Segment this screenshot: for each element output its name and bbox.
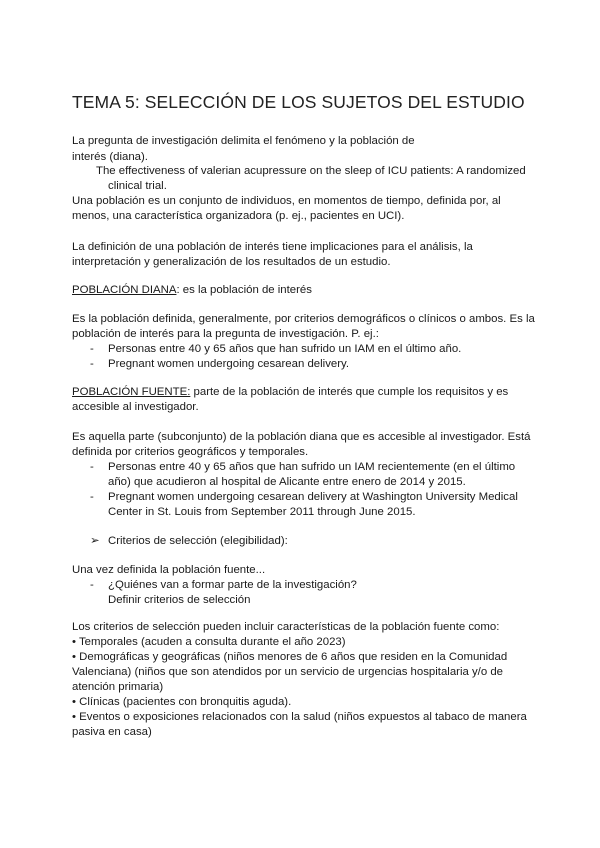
diana-bullet-1: Personas entre 40 y 65 años que han sufrido un IAM en el último año.	[108, 343, 462, 355]
diana-bullet-2: Pregnant women undergoing cesarean delivery.	[108, 358, 350, 370]
fuente-heading-line-2: accesible al investigador.	[72, 401, 199, 413]
bullet-dash: -	[90, 579, 94, 591]
intro-line-1: La pregunta de investigación delimita el fenómeno y la población de	[72, 135, 415, 147]
defined-line-1: Una vez definida la población fuente...	[72, 564, 266, 576]
diana-heading-label: POBLACIÓN DIANA	[72, 284, 177, 296]
example-line-1: The effectiveness of valerian acupressure on the sleep of ICU patients: A randomized	[96, 165, 526, 177]
fuente-line-1: Es aquella parte (subconjunto) de la población diana que es accesible al investigador. Está	[72, 431, 531, 443]
fuente-bullet-2-line-2: Center in St. Louis from September 2011 through June 2015.	[108, 506, 416, 518]
bullet-dash: -	[90, 358, 94, 370]
criteria-item: pasiva en casa)	[72, 726, 152, 738]
criteria-item: atención primaria)	[72, 681, 164, 693]
example-line-2: clinical trial.	[108, 180, 167, 192]
fuente-heading-label: POBLACIÓN FUENTE:	[72, 386, 191, 398]
bullet-dash: -	[90, 343, 94, 355]
definition-line-1: Una población es un conjunto de individuos, en momentos de tiempo, definida por, al	[72, 195, 501, 207]
criteria-item: • Eventos o exposiciones relacionados con la salud (niños expuestos al tabaco de manera	[72, 711, 527, 723]
bullet-dash: -	[90, 461, 94, 473]
arrow-item-criteria: Criterios de selección (elegibilidad):	[108, 535, 288, 547]
criteria-item: • Demográficas y geográficas (niños menores de 6 años que residen en la Comunidad	[72, 651, 508, 663]
definition-line-2: menos, una característica organizadora (p. ej., pacientes en UCI).	[72, 210, 405, 222]
fuente-heading-rest: parte de la población de interés que cumple los requisitos y es	[190, 386, 509, 398]
intro-line-2: interés (diana).	[72, 151, 148, 163]
arrow-bullet-icon: ➢	[90, 535, 100, 547]
fuente-bullet-1-line-1: Personas entre 40 y 65 años que han sufrido un IAM recientemente (en el último	[108, 461, 516, 473]
implications-line-1: La definición de una población de interés tiene implicaciones para el análisis, la	[72, 241, 473, 253]
criteria-item: • Clínicas (pacientes con bronquitis aguda).	[72, 696, 292, 708]
criteria-intro: Los criterios de selección pueden incluir características de la población fuente como:	[72, 621, 500, 633]
fuente-heading	[72, 385, 508, 400]
fuente-bullet-1-line-2: año) que acudieron al hospital de Alicante entre enero de 2014 y 2015.	[108, 476, 466, 488]
diana-line-1: Es la población definida, generalmente, por criterios demográficos o clínicos o ambos. Es la	[72, 313, 535, 325]
implications-line-2: interpretación y generalización de los resultados de un estudio.	[72, 256, 391, 268]
diana-heading	[72, 283, 312, 298]
defined-bullet-line-2: Definir criterios de selección	[108, 594, 251, 606]
page-title: TEMA 5: SELECCIÓN DE LOS SUJETOS DEL ESTUDIO	[72, 92, 525, 112]
fuente-bullet-2-line-1: Pregnant women undergoing cesarean delivery at Washington University Medical	[108, 491, 518, 503]
fuente-line-2: definida por criterios geográficos y temporales.	[72, 446, 309, 458]
criteria-item: Valenciana) (niños que son atendidos por un servicio de urgencias hospitalaria y/o de	[72, 666, 504, 678]
defined-bullet-line-1: ¿Quiénes van a formar parte de la investigación?	[108, 579, 357, 591]
criteria-item: • Temporales (acuden a consulta durante el año 2023)	[72, 636, 346, 648]
diana-heading-rest: : es la población de interés	[176, 284, 312, 296]
diana-line-2: población de interés para la pregunta de investigación. P. ej.:	[72, 328, 379, 340]
bullet-dash: -	[90, 491, 94, 503]
